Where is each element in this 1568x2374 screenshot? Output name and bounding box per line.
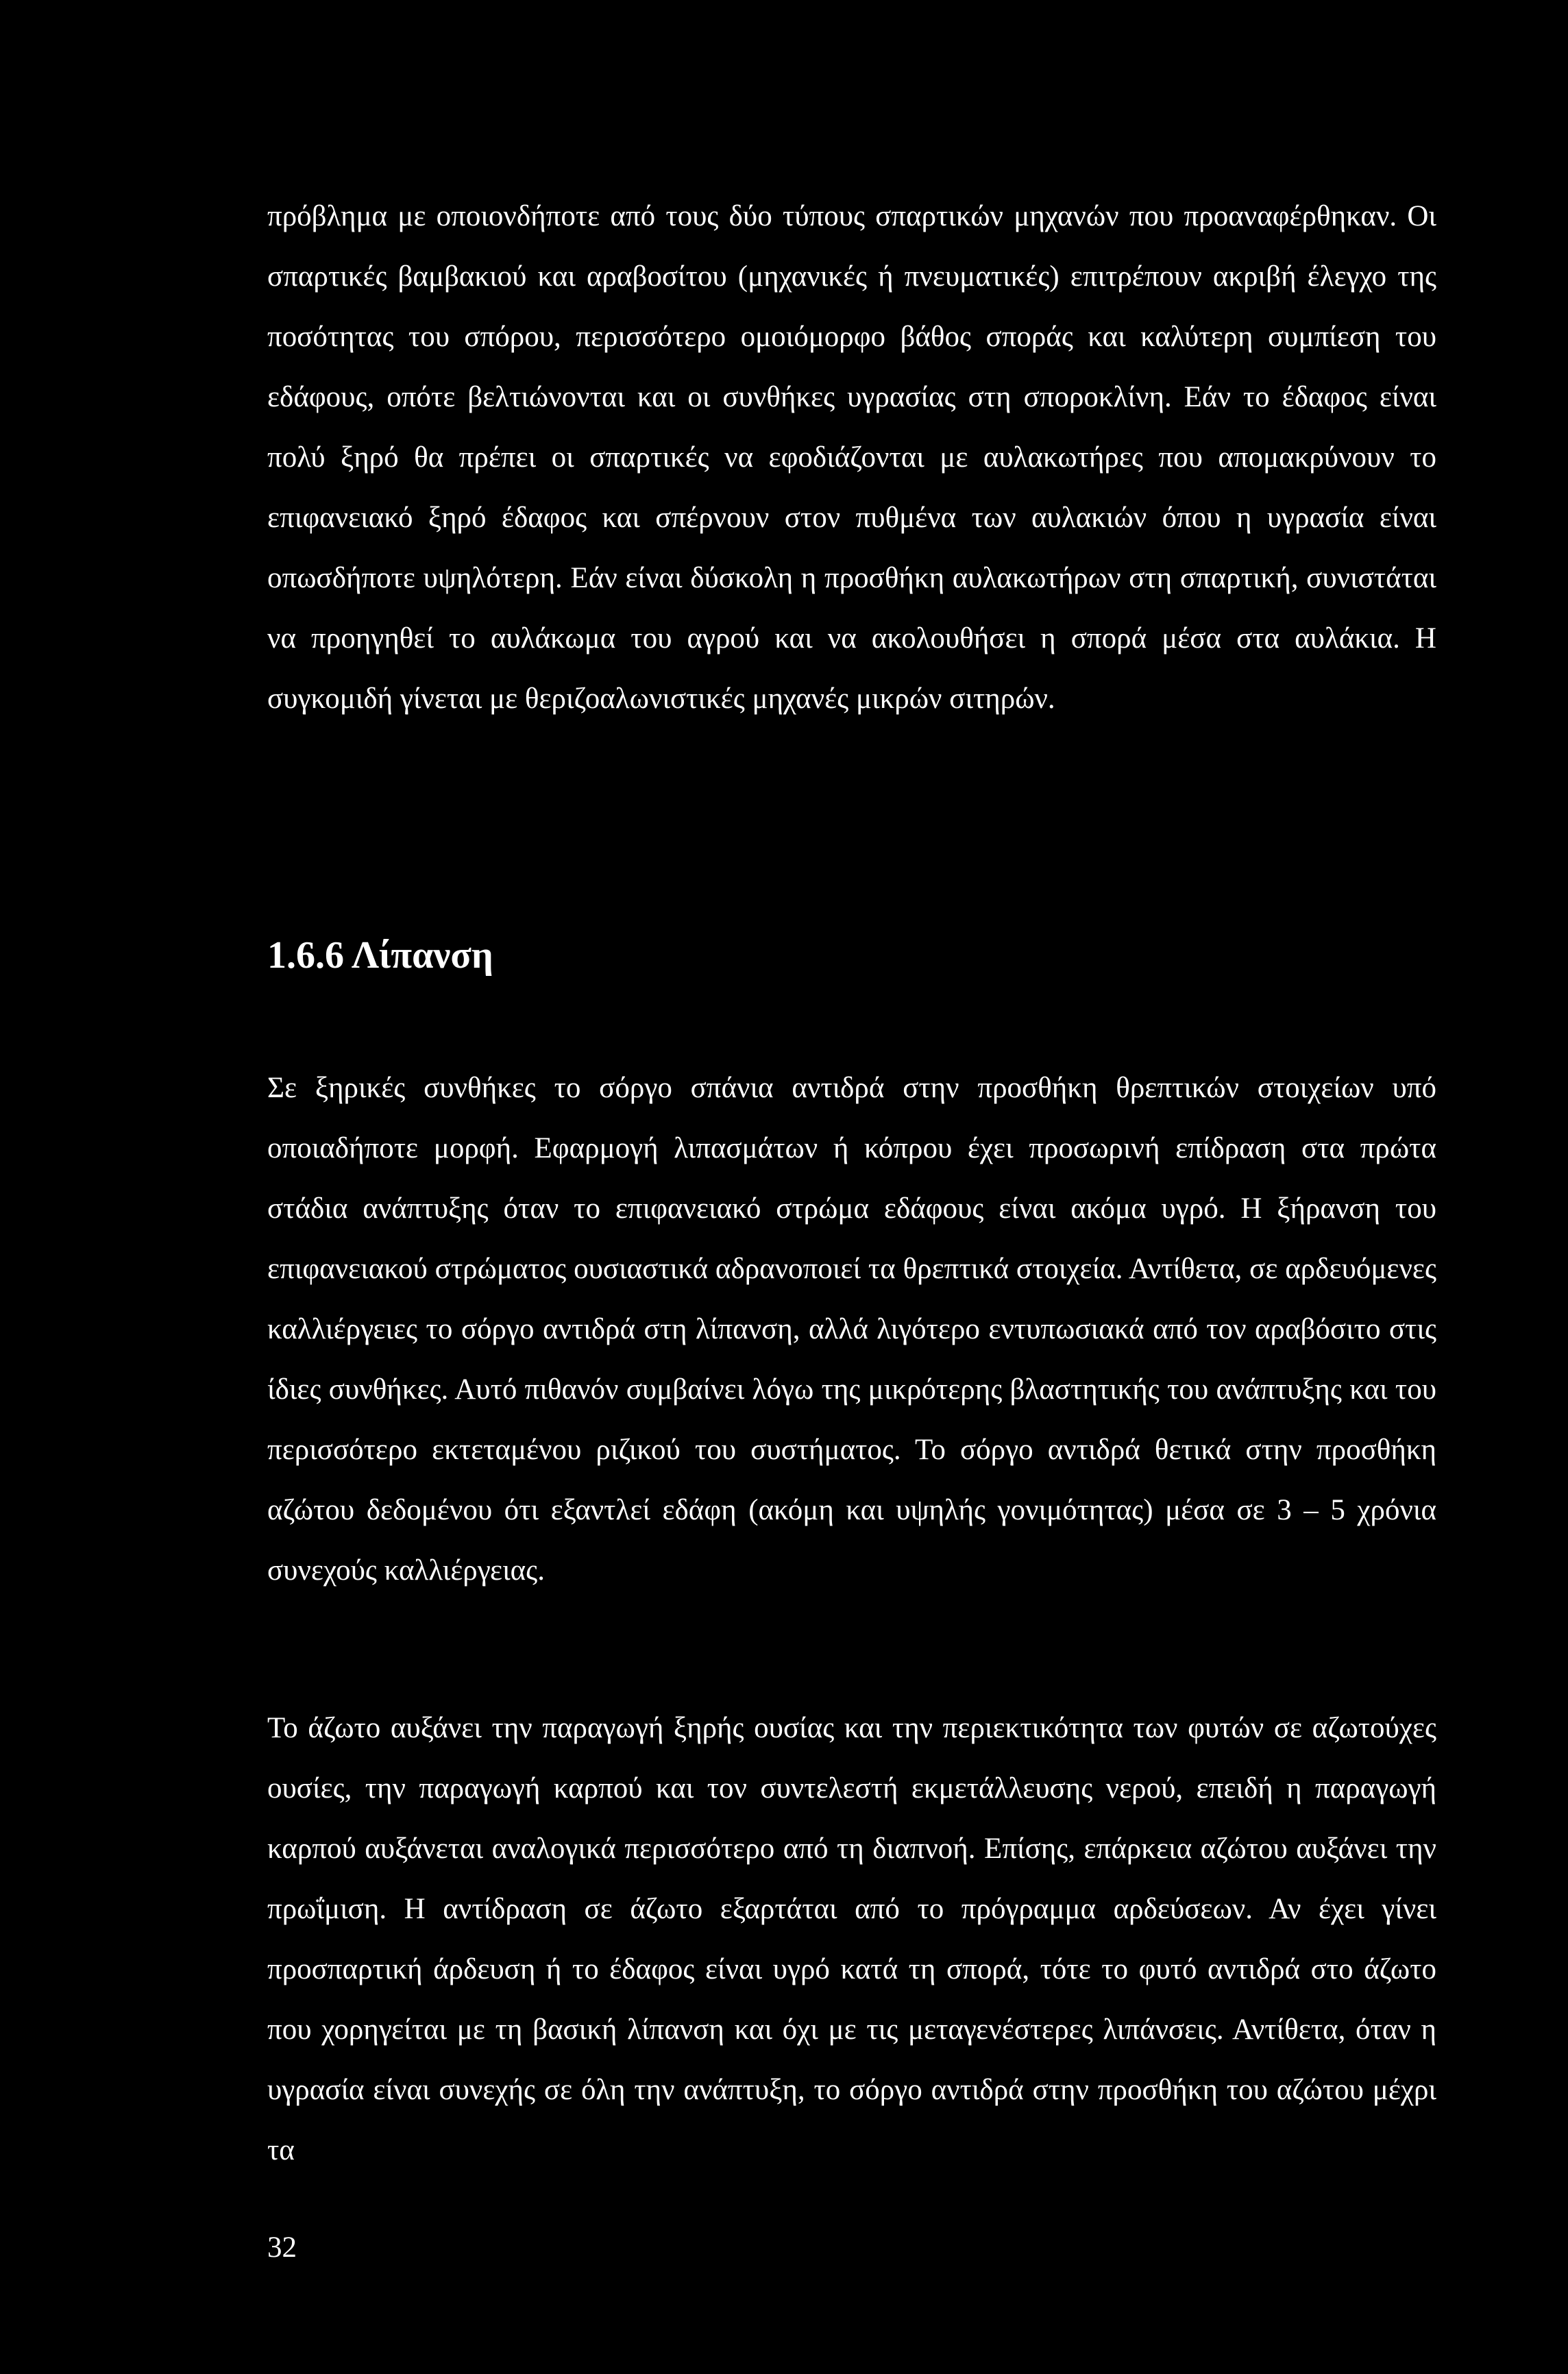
body-paragraph-3: Το άζωτο αυξάνει την παραγωγή ξηρής ουσίας και την περιεκτικότητα των φυτών σε αζωτούχες ουσίες, την παραγωγή καρπού και τον συντελεστή εκμετάλλευσης νερού, επειδή η παραγωγή καρπού αυξάνεται αναλογικά περισσότερο από τη διαπνοή. Επίσης, επάρκεια αζώτου αυξάνει την πρωΐμιση. Η αντίδραση σε άζωτο εξαρτάται από το πρόγραμμα αρδεύσεων. Αν έχει γίνει προσπαρτική άρδευση ή το έδαφος είναι υγρό κατά τη σπορά, τότε το φυτό αντιδρά στο άζωτο που χορηγείται με τη βασική λίπανση και όχι με τις μεταγενέστερες λιπάνσεις. Αντίθετα, όταν η υγρασία είναι συνεχής σε όλη την ανάπτυξη, το σόργο αντιδρά στην προσθήκη του αζώτου μέχρι τα [267,1712,1436,2166]
body-paragraph-1: πρόβλημα με οποιονδήποτε από τους δύο τύπους σπαρτικών μηχανών που προαναφέρθηκαν. Οι σπαρτικές βαμβακιού και αραβοσίτου (μηχανικές ή πνευματικές) επιτρέπουν ακριβή έλεγχο της ποσότητας του σπόρου, περισσότερο ομοιόμορφο βάθος σποράς και καλύτερη συμπίεση του εδάφους, οπότε βελτιώνονται και οι συνθήκες υγρασίας στη σποροκλίνη. Εάν το έδαφος είναι πολύ ξηρό θα πρέπει οι σπαρτικές να εφοδιάζονται με αυλακωτήρες που απομακρύνουν το επιφανειακό ξηρό έδαφος και σπέρνουν στον πυθμένα των αυλακιών όπου η υγρασία είναι οπωσδήποτε υψηλότερη. Εάν είναι δύσκολη η προσθήκη αυλακωτήρων στη σπαρτική, συνιστάται να προηγηθεί το αυλάκωμα του αγρού και να ακολουθήσει η σπορά μέσα στα αυλάκια. Η συγκομιδή γίνεται με θεριζοαλωνιστικές μηχανές μικρών σιτηρών. [267,200,1436,715]
section-heading: 1.6.6 Λίπανση [267,934,493,977]
body-paragraph-2: Σε ξηρικές συνθήκες το σόργο σπάνια αντιδρά στην προσθήκη θρεπτικών στοιχείων υπό οποιαδήποτε μορφή. Εφαρμογή λιπασμάτων ή κόπρου έχει προσωρινή επίδραση στα πρώτα στάδια ανάπτυξης όταν το επιφανειακό στρώμα εδάφους είναι ακόμα υγρό. Η ξήρανση του επιφανειακού στρώματος ουσιαστικά αδρανοποιεί τα θρεπτικά στοιχεία. Αντίθετα, σε αρδευόμενες καλλιέργειες το σόργο αντιδρά στη λίπανση, αλλά λιγότερο εντυπωσιακά από τον αραβόσιτο στις ίδιες συνθήκες. Αυτό πιθανόν συμβαίνει λόγω της μικρότερης βλαστητικής του ανάπτυξης και του περισσότερο εκτεταμένου ριζικού του συστήματος. Το σόργο αντιδρά θετικά στην προσθήκη αζώτου δεδομένου ότι εξαντλεί εδάφη (ακόμη και υψηλής γονιμότητας) μέσα σε 3 – 5 χρόνια συνεχούς καλλιέργειας. [267,1072,1436,1587]
page-number: 32 [267,2231,297,2264]
